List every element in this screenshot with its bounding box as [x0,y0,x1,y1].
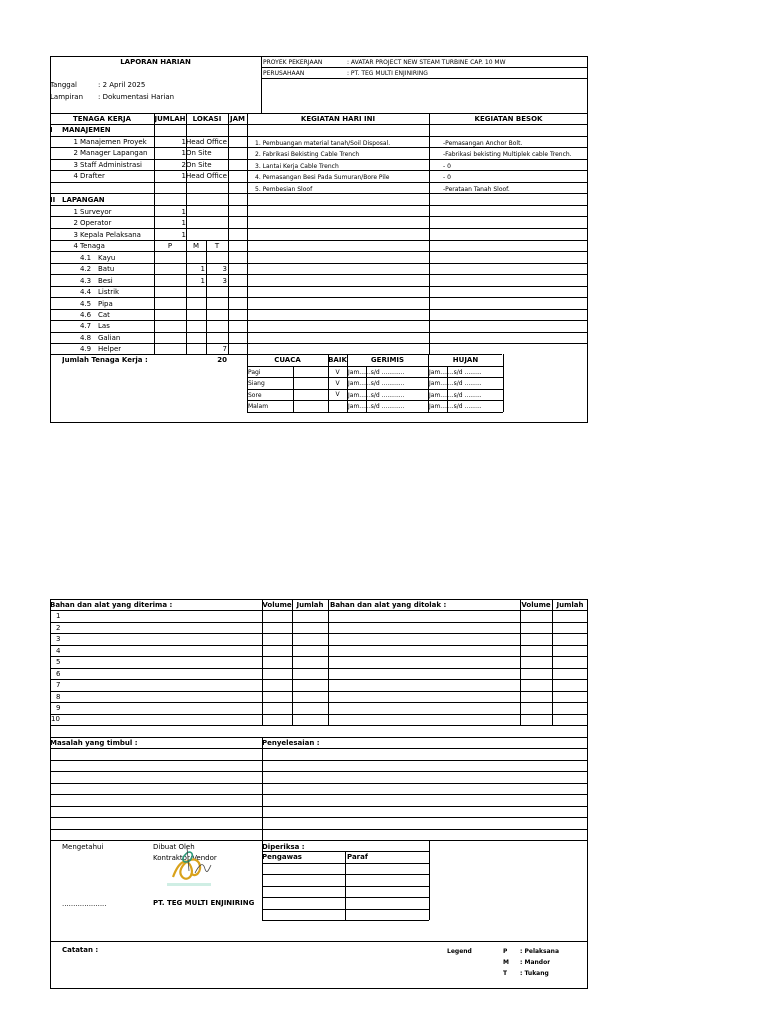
table-row-no: 1 [73,138,78,146]
col-jumlah: JUMLAH [154,115,186,123]
table-grid-line [50,817,588,818]
table-grid-line [292,599,293,725]
table-grid-line [50,806,588,807]
cuaca-waktu: Siang [248,380,265,387]
table-grid-line [50,320,588,321]
table-grid-line [50,941,588,942]
table-grid-line [50,840,588,841]
table-grid-line [262,737,263,840]
report-title: LAPORAN HARIAN [120,58,191,66]
table-grid-line [50,124,588,125]
sub-row-no: 4.6 [80,311,92,319]
mengetahui-signature-line: .................... [62,900,107,908]
bahan-ditolak-volume: Volume [521,601,551,609]
table-grid-line [50,610,588,611]
bahan-diterima-volume: Volume [262,601,292,609]
kontraktor-label: Kontraktor/Vendor [153,854,217,862]
table-row-jumlah: 1 [181,208,186,216]
table-grid-line [50,182,588,183]
tenaga-t-header: T [214,242,220,250]
kegiatan-besok-item: -Perataan Tanah Sloof. [443,186,510,193]
table-grid-line [50,771,588,772]
table-row-no: 4 [73,172,78,180]
table-row-no: 2 [73,149,78,157]
sub-row-name: Helper [98,345,122,353]
table-grid-line [345,851,346,920]
sub-row-no: 4.3 [80,277,92,285]
table-grid-line [50,286,588,287]
proyek-label: PROYEK PEKERJAAN [263,59,323,66]
table-row-name: Staff Administrasi [80,161,142,169]
sub-row-no: 4.9 [80,345,92,353]
sub-row-t: 3 [222,277,227,285]
bahan-row-number: 7 [56,681,61,689]
table-grid-line [50,274,588,275]
table-row-jumlah: 1 [181,219,186,227]
table-grid-line [50,622,588,623]
table-row-no: 1 [73,208,78,216]
bahan-diterima-jumlah: Jumlah [296,601,324,609]
table-grid-line [50,829,588,830]
table-row-name: Manajemen Proyek [80,138,147,146]
bahan-row-number: 8 [56,693,61,701]
sub-row-no: 4.4 [80,288,92,296]
manajemen-title: MANAJEMEN [62,126,111,134]
cuaca-baik-mark: V [335,391,340,398]
cuaca-hujan-jam: Jam.......s/d ......... [429,403,482,410]
bahan-row-number: 5 [56,658,61,666]
table-grid-line [50,691,588,692]
kegiatan-besok-item: - 0 [443,163,451,170]
kegiatan-hari-ini-item: 3. Lantai Kerja Cable Trench [255,163,339,170]
lampiran-value: : Dokumentasi Harian [98,93,175,101]
table-row-no: 2 [73,219,78,227]
table-grid-line [328,599,329,725]
manajemen-roman: I [50,126,53,134]
tenaga-m-header: M [192,242,200,250]
table-grid-line [50,205,588,206]
table-grid-line [50,760,588,761]
table-grid-line [50,332,588,333]
sub-row-t: 3 [222,265,227,273]
cuaca-gerimis-jam: Jam......s/d ............ [348,403,405,410]
cuaca-gerimis-jam: Jam......s/d ............ [348,392,405,399]
bahan-row-number: 1 [56,612,61,620]
penyelesaian-label: Penyelesaian : [262,739,320,747]
table-grid-line [50,645,588,646]
table-grid-line [262,840,263,920]
table-grid-line [247,366,503,367]
lapangan-title: LAPANGAN [62,196,105,204]
legend-key: P [503,948,508,955]
mengetahui-label: Mengetahui [62,843,104,851]
table-grid-line [50,297,588,298]
table-row-name: Tenaga [80,242,105,250]
diperiksa-label: Diperiksa : [262,843,305,851]
col-tenaga-kerja: TENAGA KERJA [72,115,132,123]
table-row-name: Drafter [80,172,105,180]
table-row-lokasi: On Site [186,149,212,157]
bahan-ditolak-jumlah: Jumlah [556,601,584,609]
table-row-no: 4 [73,242,78,250]
sub-row-name: Las [98,322,110,330]
cuaca-baik-header: BAIK [328,356,347,364]
tenaga-p-header: P [167,242,173,250]
bahan-ditolak-label: Bahan dan alat yang ditolak : [330,601,447,609]
cuaca-gerimis-jam: Jam......s/d ............ [348,369,405,376]
table-row-lokasi: On Site [186,161,212,169]
table-grid-line [429,113,430,354]
sub-row-m: 1 [200,265,205,273]
legend-value: : Mandor [520,959,551,966]
table-grid-line [206,240,207,354]
table-row-lokasi: Head Office [186,138,227,146]
table-grid-line [50,263,588,264]
sub-row-no: 4.2 [80,265,92,273]
table-grid-line [50,354,502,355]
col-jam: JAM [230,115,245,123]
table-row-jumlah: 1 [181,231,186,239]
kegiatan-besok-item: -Pemasangan Anchor Bolt. [443,140,523,147]
sub-row-name: Cat [98,311,110,319]
kegiatan-hari-ini-item: 2. Fabrikasi Bekisting Cable Trench [255,151,360,158]
sub-row-t: 7 [222,345,227,353]
table-row-jumlah: 2 [181,161,186,169]
cuaca-hujan-header: HUJAN [452,356,479,364]
table-grid-line [247,412,503,413]
table-grid-line [50,113,588,114]
bahan-row-number: 3 [56,635,61,643]
legend-key: M [503,959,509,966]
cuaca-label: CUACA [274,356,301,364]
jumlah-tenaga-kerja-value: 20 [217,356,227,364]
table-row-no: 3 [73,161,78,169]
perusahaan-value: : PT. TEG MULTI ENJINIRING [347,70,428,77]
table-grid-line [50,737,588,738]
table-grid-line [520,599,521,725]
cuaca-baik-mark: V [335,369,340,376]
table-grid-line [429,840,430,920]
bahan-row-number: 9 [56,704,61,712]
header-divider [261,56,262,113]
table-grid-line [247,400,503,401]
table-row-name: Operator [80,219,112,227]
tanggal-value: : 2 April 2025 [98,81,146,89]
table-grid-line [50,228,588,229]
col-kegiatan-besok: KEGIATAN BESOK [474,115,543,123]
table-grid-line [50,679,588,680]
jumlah-tenaga-kerja-label: Jumlah Tenaga Kerja : [62,356,148,364]
sub-row-m: 1 [200,277,205,285]
cuaca-waktu: Sore [248,392,262,399]
bahan-row-number: 2 [56,624,61,632]
table-grid-line [50,240,588,241]
lapangan-roman: II [50,196,56,204]
table-grid-line [50,794,588,795]
table-grid-line [50,251,588,252]
col-kegiatan-hari-ini: KEGIATAN HARI INI [300,115,376,123]
legend-value: : Pelaksana [520,948,559,955]
table-grid-line [50,725,588,726]
table-grid-line [50,702,588,703]
kegiatan-besok-item: -Fabrikasi bekisting Multiplek cable Trench. [443,151,572,158]
sub-row-no: 4.5 [80,300,92,308]
cuaca-hujan-jam: Jam.......s/d ......... [429,369,482,376]
sub-row-name: Galian [98,334,121,342]
dibuat-oleh-label: Dibuat Oleh [153,843,195,851]
cuaca-hujan-jam: Jam.......s/d ......... [429,392,482,399]
catatan-label: Catatan : [62,946,99,954]
table-grid-line [50,136,588,137]
legend-key: T [503,970,508,977]
table-grid-line [262,599,263,725]
table-grid-line [50,343,588,344]
table-row-name: Surveyor [80,208,112,216]
table-grid-line [552,599,553,725]
bahan-diterima-label: Bahan dan alat yang diterima : [50,601,173,609]
cuaca-baik-mark: V [335,380,340,387]
table-grid-line [50,668,588,669]
cuaca-waktu: Malam [248,403,269,410]
masalah-label: Masalah yang timbul : [50,739,138,747]
table-grid-line [50,633,588,634]
table-grid-line [50,309,588,310]
table-grid-line [50,159,588,160]
sub-row-name: Besi [98,277,113,285]
header-row-line [261,78,588,79]
kegiatan-hari-ini-item: 5. Pembesian Sloof [255,186,313,193]
sub-row-no: 4.8 [80,334,92,342]
sub-row-name: Batu [98,265,115,273]
bahan-row-number: 6 [56,670,61,678]
table-grid-line [228,113,229,354]
cuaca-gerimis-header: GERIMIS [370,356,405,364]
legend-label: Legend [447,948,472,955]
table-grid-line [50,748,588,749]
table-row-no: 3 [73,231,78,239]
header-row-line [261,67,588,68]
sub-row-no: 4.7 [80,322,92,330]
legend-value: : Tukang [520,970,549,977]
sub-row-name: Kayu [98,254,116,262]
kegiatan-hari-ini-item: 1. Pembuangan material tanah/Soil Disposal. [255,140,391,147]
col-lokasi: LOKASI [192,115,222,123]
cuaca-waktu: Pagi [248,369,261,376]
table-grid-line [50,656,588,657]
table-grid-line [247,113,248,354]
table-row-jumlah: 1 [181,172,186,180]
table-grid-line [503,354,504,412]
bahan-row-number: 4 [56,647,61,655]
pengawas-header: Pengawas [262,853,302,861]
sub-row-name: Pipa [98,300,113,308]
table-grid-line [247,377,503,378]
paraf-header: Paraf [347,853,368,861]
bahan-row-number: 10 [51,715,60,723]
table-row-lokasi: Head Office [186,172,227,180]
tanggal-label: Tanggal [50,81,77,89]
kegiatan-besok-item: - 0 [443,174,451,181]
table-row-name: Manager Lapangan [80,149,148,157]
company-logo-signature-icon [165,843,215,891]
sub-row-no: 4.1 [80,254,92,262]
table-grid-line [50,714,588,715]
table-grid-line [262,920,429,921]
perusahaan-label: PERUSAHAAN [263,70,305,77]
sub-row-name: Listrik [98,288,120,296]
table-grid-line [293,366,294,412]
cuaca-gerimis-jam: Jam......s/d ............ [348,380,405,387]
table-grid-line [247,389,503,390]
table-row-jumlah: 1 [181,149,186,157]
company-name: PT. TEG MULTI ENJINIRING [153,899,255,907]
kegiatan-hari-ini-item: 4. Pemasangan Besi Pada Sumuran/Bore Pile [255,174,390,181]
table-row-jumlah: 1 [181,138,186,146]
proyek-value: : AVATAR PROJECT NEW STEAM TURBINE CAP. 10 MW [347,59,506,66]
lampiran-label: Lampiran [50,93,84,101]
cuaca-hujan-jam: Jam.......s/d ......... [429,380,482,387]
table-grid-line [50,783,588,784]
table-row-name: Kepala Pelaksana [80,231,141,239]
